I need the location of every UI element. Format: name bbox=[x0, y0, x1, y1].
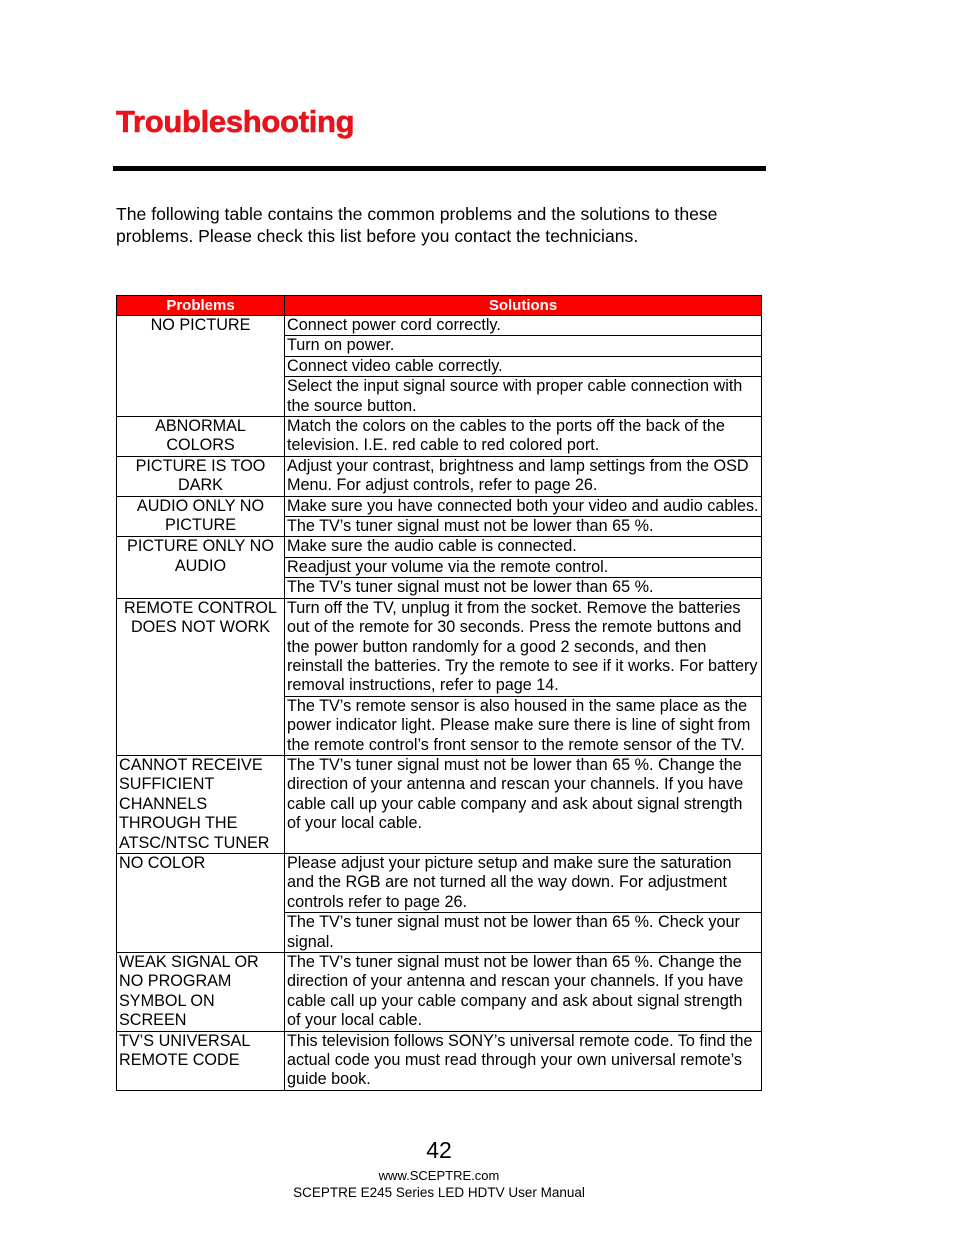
problem-cell: WEAK SIGNAL OR NO PROGRAM SYMBOL ON SCREEN bbox=[117, 953, 285, 1032]
solution-cell: Turn on power. bbox=[285, 336, 762, 356]
intro-paragraph: The following table contains the common problems and the solutions to these problems. Please check this list before you contact the technicians. bbox=[116, 204, 718, 246]
problem-cell: CANNOT RECEIVE SUFFICIENT CHANNELS THROUGH THE ATSC/NTSC TUNER bbox=[117, 755, 285, 853]
header-solutions: Solutions bbox=[285, 296, 762, 316]
table-row bbox=[117, 417, 762, 457]
solution-cell: Connect video cable correctly. bbox=[285, 356, 762, 376]
problem-cell: NO PICTURE bbox=[117, 316, 285, 417]
page-number: 42 bbox=[426, 1137, 452, 1163]
solution-cell: The TV’s tuner signal must not be lower than 65 %. Check your signal. bbox=[285, 913, 762, 953]
header-problems: Problems bbox=[117, 296, 285, 316]
page-title: Troubleshooting bbox=[116, 104, 355, 139]
table-header-row bbox=[117, 296, 762, 316]
solution-cell: Connect power cord correctly. bbox=[285, 316, 762, 336]
problem-cell: TV’S UNIVERSAL REMOTE CODE bbox=[117, 1031, 285, 1090]
problem-cell: AUDIO ONLY NO PICTURE bbox=[117, 496, 285, 537]
solution-cell: The TV’s tuner signal must not be lower than 65 %. Change the direction of your antenna and rescan your channels. If you have cable call up your cable company and ask about signal strength of your local cable. bbox=[285, 953, 762, 1032]
table-row bbox=[117, 496, 762, 516]
footer-url: www.SCEPTRE.com bbox=[378, 1168, 500, 1183]
solution-cell: Match the colors on the cables to the ports off the back of the television. I.E. red cable to red colored port. bbox=[285, 417, 762, 457]
solution-cell: Make sure you have connected both your video and audio cables. bbox=[285, 496, 762, 516]
table-row bbox=[117, 853, 762, 912]
problem-cell: NO COLOR bbox=[117, 853, 285, 952]
table-row bbox=[117, 953, 762, 1032]
solution-cell: Make sure the audio cable is connected. bbox=[285, 537, 762, 557]
solution-cell: This television follows SONY’s universal remote code. To find the actual code you must read through your own universal remote’s guide book. bbox=[285, 1031, 762, 1090]
solution-cell: Adjust your contrast, brightness and lamp settings from the OSD Menu. For adjust controls, refer to page 26. bbox=[285, 456, 762, 496]
solution-cell: The TV’s tuner signal must not be lower than 65 %. bbox=[285, 578, 762, 598]
solution-cell: The TV’s tuner signal must not be lower than 65 %. Change the direction of your antenna and rescan your channels. If you have cable call up your cable company and ask about signal strength of your local cable. bbox=[285, 755, 762, 853]
table-row bbox=[117, 316, 762, 336]
problem-cell: PICTURE IS TOO DARK bbox=[117, 456, 285, 496]
solution-cell: Please adjust your picture setup and make sure the saturation and the RGB are not turned all the way down. For adjustment controls refer to page 26. bbox=[285, 853, 762, 912]
solution-cell: Select the input signal source with proper cable connection with the source button. bbox=[285, 377, 762, 417]
solution-cell: Readjust your volume via the remote control. bbox=[285, 557, 762, 577]
problem-cell: ABNORMAL COLORS bbox=[117, 417, 285, 457]
table-row bbox=[117, 537, 762, 557]
table-row bbox=[117, 1031, 762, 1090]
title-divider bbox=[113, 166, 766, 171]
solution-cell: The TV’s tuner signal must not be lower than 65 %. bbox=[285, 517, 762, 537]
table-row bbox=[117, 598, 762, 696]
table-row bbox=[117, 456, 762, 496]
troubleshooting-table bbox=[116, 295, 762, 1091]
problem-cell: REMOTE CONTROL DOES NOT WORK bbox=[117, 598, 285, 755]
solution-cell: The TV’s remote sensor is also housed in the same place as the power indicator light. Please make sure there is line of sight from the remote control’s front sensor to the remote sensor of the TV. bbox=[285, 696, 762, 755]
footer-manual-title: SCEPTRE E245 Series LED HDTV User Manual bbox=[293, 1185, 585, 1200]
solution-cell: Turn off the TV, unplug it from the socket. Remove the batteries out of the remote for 30 seconds. Press the remote buttons and the power button randomly for a good 2 seconds, and then reinstall the batteries. Try the remote to see if it works. For battery removal instructions, refer to page 14. bbox=[285, 598, 762, 696]
problem-cell: PICTURE ONLY NO AUDIO bbox=[117, 537, 285, 598]
table-row bbox=[117, 755, 762, 853]
